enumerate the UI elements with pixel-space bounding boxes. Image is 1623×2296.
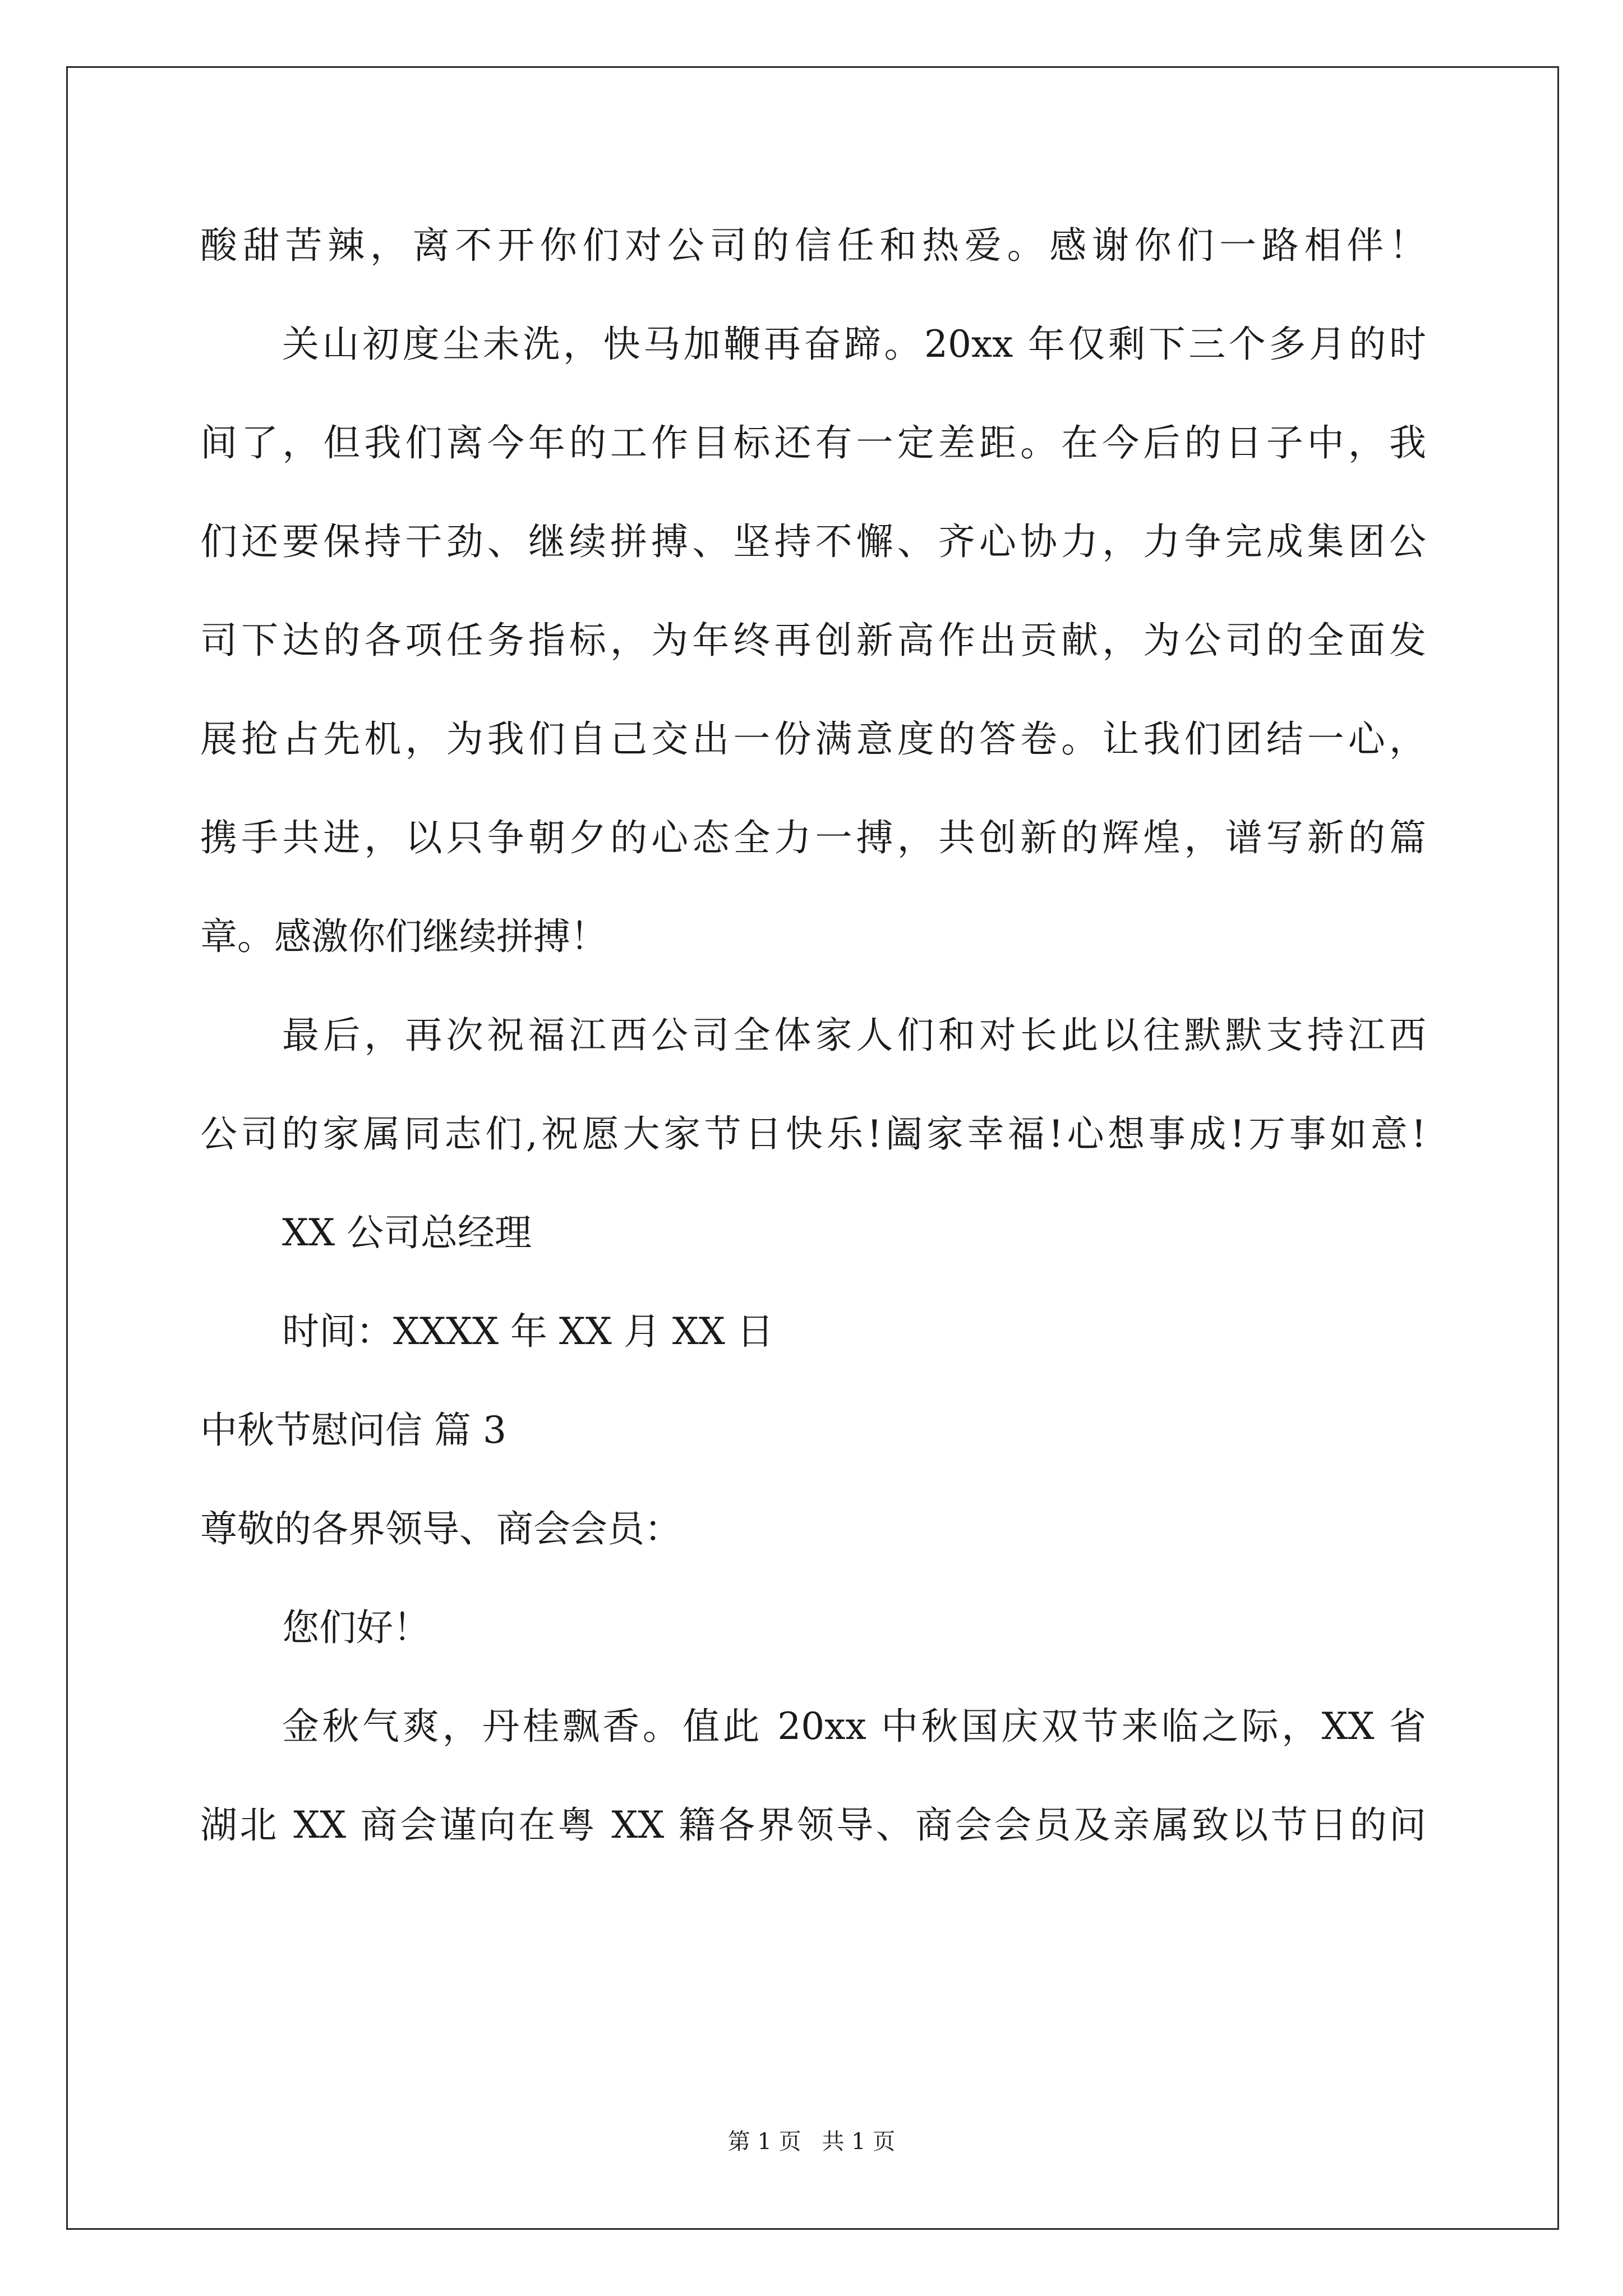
text-line: 间了，但我们离今年的工作目标还有一定差距。在今后的日子中，我 [200, 421, 1426, 464]
salutation: 尊敬的各界领导、商会会员： [200, 1507, 681, 1550]
text-line: 携手共进，以只争朝夕的心态全力一搏，共创新的辉煌，谱写新的篇 [200, 816, 1426, 859]
text-line: 展抢占先机，为我们自己交出一份满意度的答卷。让我们团结一心， [200, 717, 1426, 761]
text-line: 们还要保持干劲、继续拼搏、坚持不懈、齐心协力，力争完成集团公 [200, 520, 1426, 563]
page-total: 共 1 页 [822, 2129, 896, 2155]
text-line: 章。感激你们继续拼搏！ [200, 915, 607, 958]
text-line: 公司的家属同志们,祝愿大家节日快乐!阖家幸福!心想事成!万事如意! [200, 1112, 1426, 1156]
greeting: 您们好！ [282, 1606, 430, 1649]
text-line: 关山初度尘未洗，快马加鞭再奋蹄。20xx 年仅剩下三个多月的时 [282, 323, 1426, 366]
text-line: 湖北 XX 商会谨向在粤 XX 籍各界领导、商会会员及亲属致以节日的问 [200, 1803, 1426, 1847]
text-line: 酸甜苦辣，离不开你们对公司的信任和热爱。感谢你们一路相伴！ [200, 224, 1426, 267]
text-line: 最后，再次祝福江西公司全体家人们和对长此以往默默支持江西 [282, 1014, 1426, 1057]
date-line: 时间：XXXX 年 XX 月 XX 日 [282, 1310, 774, 1353]
signature-line: XX 公司总经理 [282, 1211, 532, 1254]
page-current: 第 1 页 [727, 2129, 801, 2155]
page-footer [0, 2125, 1623, 2159]
text-line: 金秋气爽，丹桂飘香。值此 20xx 中秋国庆双节来临之际，XX 省 [282, 1705, 1426, 1748]
text-line: 司下达的各项任务指标，为年终再创新高作出贡献，为公司的全面发 [200, 619, 1426, 662]
section-heading: 中秋节慰问信 篇 3 [200, 1409, 506, 1452]
